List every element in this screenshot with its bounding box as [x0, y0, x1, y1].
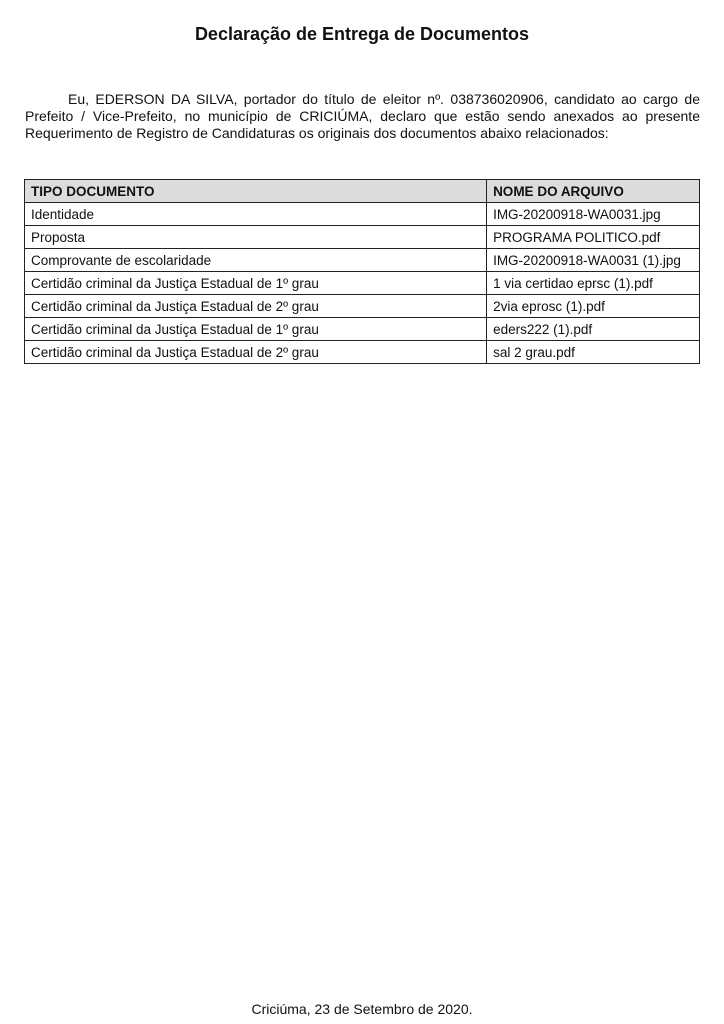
table-row — [25, 226, 700, 249]
document-type-cell: Certidão criminal da Justiça Estadual de 1º grau — [25, 318, 487, 341]
declaration-paragraph — [25, 91, 700, 142]
table-row — [25, 272, 700, 295]
document-type-cell: Identidade — [25, 203, 487, 226]
file-name-cell: 1 via certidao eprsc (1).pdf — [487, 272, 700, 295]
table-row — [25, 318, 700, 341]
file-name-cell: sal 2 grau.pdf — [487, 341, 700, 364]
table-row — [25, 203, 700, 226]
table-row — [25, 295, 700, 318]
file-name-cell: IMG-20200918-WA0031 (1).jpg — [487, 249, 700, 272]
declaration-text: Eu, EDERSON DA SILVA, portador do título de eleitor nº. 038736020906, candidato ao cargo de Prefeito / Vice-Prefeito, no município de CRICIÚMA, declaro que estão sendo anexados ao presente Requerimento de Registro de Candidaturas os originais dos documentos abaixo relacionados: — [25, 91, 700, 141]
place-date-footer: Criciúma, 23 de Setembro de 2020. — [251, 1001, 473, 1017]
document-title: Declaração de Entrega de Documentos — [194, 24, 530, 44]
document-type-cell: Certidão criminal da Justiça Estadual de 2º grau — [25, 295, 487, 318]
table-row — [25, 341, 700, 364]
table-header-row — [25, 180, 700, 203]
file-name-cell: IMG-20200918-WA0031.jpg — [487, 203, 700, 226]
file-name-cell: 2via eprosc (1).pdf — [487, 295, 700, 318]
documents-table — [24, 179, 700, 364]
header-tipo-documento: TIPO DOCUMENTO — [25, 180, 487, 203]
header-nome-do-arquivo: NOME DO ARQUIVO — [487, 180, 700, 203]
document-type-cell: Certidão criminal da Justiça Estadual de 2º grau — [25, 341, 487, 364]
table-row — [25, 249, 700, 272]
document-type-cell: Certidão criminal da Justiça Estadual de 1º grau — [25, 272, 487, 295]
document-type-cell: Proposta — [25, 226, 487, 249]
file-name-cell: PROGRAMA POLITICO.pdf — [487, 226, 700, 249]
file-name-cell: eders222 (1).pdf — [487, 318, 700, 341]
document-type-cell: Comprovante de escolaridade — [25, 249, 487, 272]
